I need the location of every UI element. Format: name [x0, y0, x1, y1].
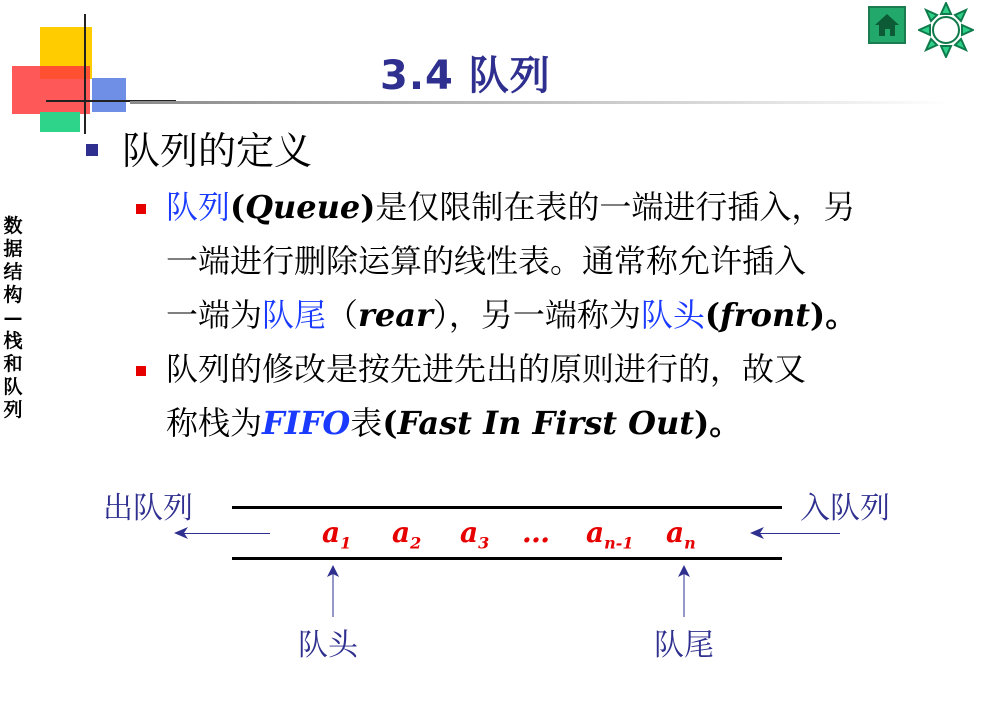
- tail-pointer-arrow-icon: [678, 565, 690, 617]
- enqueue-arrowhead-icon: [750, 527, 764, 539]
- home-icon[interactable]: [868, 6, 906, 44]
- text: 一端为: [166, 296, 263, 334]
- text: ），另一端称为: [432, 296, 641, 334]
- para1-line2: 一端进行删除运算的线性表。通常称允许插入: [166, 242, 807, 280]
- element-sub: 3: [478, 533, 490, 553]
- paren: ): [360, 188, 376, 226]
- term-front: 队头: [640, 296, 705, 334]
- paren: (: [704, 296, 721, 334]
- side-label-char: 数: [3, 215, 23, 237]
- queue-bottom-line: [232, 557, 782, 560]
- queue-top-line: [232, 506, 782, 509]
- tail-label: 队尾: [654, 628, 714, 663]
- side-label: [2, 215, 24, 422]
- queue-element: [586, 516, 634, 553]
- sun-icon[interactable]: [918, 2, 974, 58]
- head-pointer-arrow-icon: [327, 565, 339, 617]
- para2-line1: 队列的修改是按先进先出的原则进行的，故又: [166, 350, 807, 388]
- queue-element: [392, 516, 421, 553]
- dequeue-arrow: [182, 533, 270, 534]
- enqueue-arrow: [760, 533, 840, 534]
- queue-element: [522, 516, 550, 553]
- side-label-char: 列: [3, 399, 23, 421]
- paren: (: [230, 188, 246, 226]
- text: 称栈为: [166, 404, 263, 442]
- definition-paragraph: [130, 180, 980, 350]
- decor-vertical-line: [84, 14, 86, 134]
- element-sub: n: [684, 533, 696, 553]
- element-base: a: [392, 516, 411, 549]
- element-sub: n-1: [604, 533, 634, 553]
- element-sub: 1: [340, 533, 352, 553]
- side-label-char: 据: [3, 238, 23, 260]
- bullet-icon: [136, 204, 146, 214]
- dequeue-label: 出队列: [103, 491, 193, 526]
- text: 是仅限制在表的一端进行插入，另: [375, 188, 856, 226]
- text: 表: [350, 404, 383, 442]
- queue-element: [460, 516, 489, 553]
- side-label-char: 结: [3, 261, 23, 283]
- side-label-char: —: [3, 307, 23, 329]
- enqueue-label: 入队列: [800, 491, 890, 526]
- paren: （: [326, 296, 359, 334]
- element-sub: 2: [410, 533, 422, 553]
- para2-line2: [166, 396, 741, 450]
- fifo-paragraph: [130, 342, 980, 452]
- bullet-icon: [136, 366, 146, 376]
- title-underline: [130, 101, 950, 104]
- element-base: a: [460, 516, 479, 549]
- side-label-char: 队: [3, 376, 23, 398]
- term-front-en: front: [720, 296, 811, 334]
- decor-block-green: [40, 112, 80, 132]
- decor-block-blue: [92, 78, 126, 112]
- queue-element: [666, 516, 696, 553]
- term-fifo: FIFO: [262, 404, 351, 442]
- element-base: …: [522, 516, 550, 549]
- term-queue: 队列: [166, 188, 231, 226]
- element-base: a: [322, 516, 341, 549]
- paren: (: [382, 404, 398, 442]
- heading-bullet-icon: [86, 144, 98, 156]
- term-rear-en: rear: [358, 296, 433, 334]
- side-label-char: 和: [3, 353, 23, 375]
- side-label-char: 栈: [3, 330, 23, 352]
- para1-line1: [166, 180, 855, 234]
- term-queue-en: Queue: [245, 188, 361, 226]
- term-fifo-en: Fast In First Out: [397, 404, 695, 442]
- para1-line3: [166, 288, 857, 342]
- queue-element: [322, 516, 351, 553]
- element-base: a: [666, 516, 685, 549]
- page-title: 3.4 队列: [380, 53, 551, 99]
- paren: )。: [810, 296, 858, 334]
- side-label-char: 构: [3, 284, 23, 306]
- term-rear: 队尾: [262, 296, 327, 334]
- dequeue-arrowhead-icon: [174, 527, 188, 539]
- element-base: a: [586, 516, 605, 549]
- decor-block-red: [12, 66, 90, 114]
- section-heading: 队列的定义: [122, 129, 313, 173]
- head-label: 队头: [298, 628, 358, 663]
- paren: )。: [694, 404, 742, 442]
